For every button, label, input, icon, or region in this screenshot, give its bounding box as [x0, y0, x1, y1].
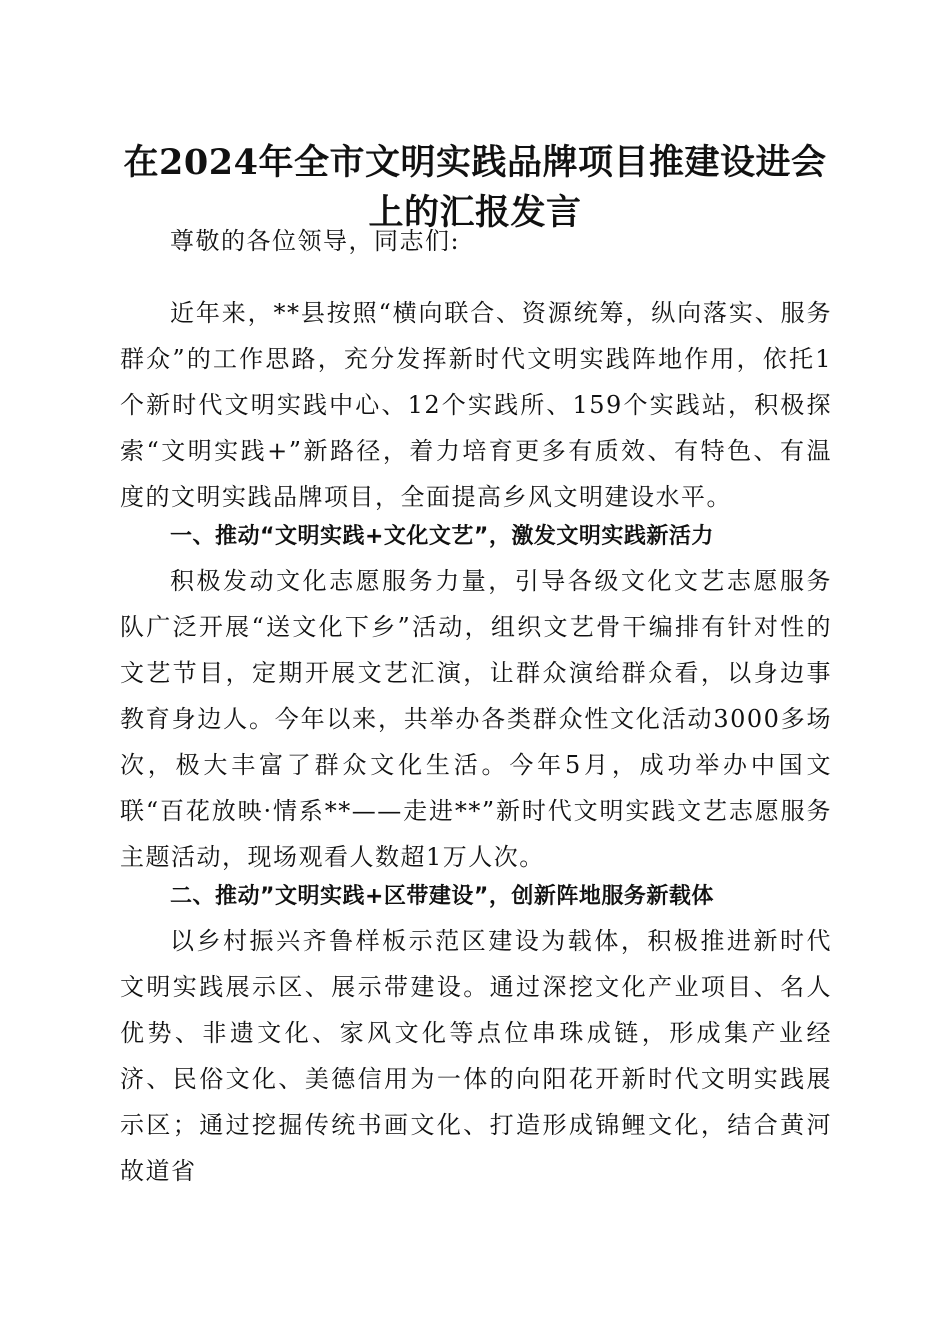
- section-body-1: 积极发动文化志愿服务力量，引导各级文化文艺志愿服务队广泛开展“送文化下乡”活动，组织文艺骨干编排有针对性的文艺节目，定期开展文艺汇演，让群众演给群众看，以身边事教育身边人。今年以来，共举办各类群众性文化活动3000多场次，极大丰富了群众文化生活。今年5月，成功举办中国文联“百花放映·情系**——走进**”新时代文明实践文艺志愿服务主题活动，现场观看人数超1万人次。: [120, 567, 832, 871]
- section-heading-2: 二、推动”文明实践+区带建设”，创新阵地服务新载体: [170, 884, 714, 909]
- section-heading-1: 一、推动“文明实践+文化文艺”，激发文明实践新活力: [170, 524, 714, 549]
- section-body-2: 以乡村振兴齐鲁样板示范区建设为载体，积极推进新时代文明实践展示区、展示带建设。通过深挖文化产业项目、名人优势、非遗文化、家风文化等点位串珠成链，形成集产业经济、民俗文化、美德信用为一体的向阳花开新时代文明实践展示区；通过挖掘传统书画文化、打造形成锦鲤文化，结合黄河故道省: [120, 927, 832, 1185]
- intro-paragraph: 近年来，**县按照“横向联合、资源统筹，纵向落实、服务群众”的工作思路，充分发挥新时代文明实践阵地作用，依托1个新时代文明实践中心、12个实践所、159个实践站，积极探索“文明实践+”新路径，着力培育更多有质效、有特色、有温度的文明实践品牌项目，全面提高乡风文明建设水平。: [120, 299, 832, 511]
- document-title: 在2024年全市文明实践品牌项目推建设进会上的汇报发言: [123, 142, 827, 233]
- salutation: 尊敬的各位领导，同志们:: [170, 227, 461, 255]
